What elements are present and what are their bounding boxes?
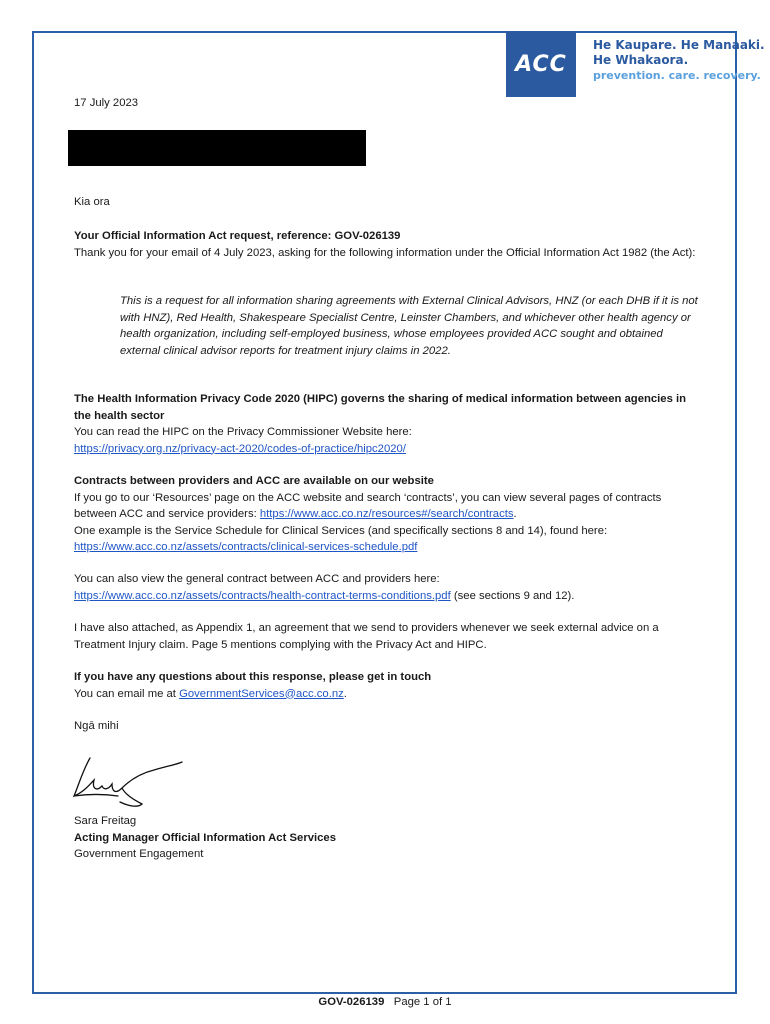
contracts-section (74, 473, 699, 556)
email-prefix: You can email me at (74, 687, 180, 700)
general-contract-link[interactable]: https://www.acc.co.nz/assets/contracts/health-contract-terms-conditions.pdf (74, 589, 451, 602)
hipc-heading: The Health Information Privacy Code 2020 (HIPC) governs the sharing of medical information between agencies in the health sector (74, 393, 687, 422)
redaction-block (68, 130, 366, 166)
signature-block (74, 813, 699, 863)
acc-logo (506, 31, 576, 97)
request-quote: This is a request for all information sharing agreements with External Clinical Advisors, HNZ (or each DHB if it is not with HNZ), Red Health, Shakespeare Specialist Centre, Leinster Chambers, and whichever other health agency or health organization, including self-employed business, whose employees provided ACC sought and obtained external clinical advisor reports for treatment injury claims in 2022. (120, 295, 698, 357)
signature-image (68, 752, 188, 812)
page-footer (0, 996, 770, 1008)
contracts-link[interactable]: https://www.acc.co.nz/resources#/search/contracts (259, 508, 514, 520)
contracts-text-2: One example is the Service Schedule for Clinical Services (and specifically sections 8 and 14), found here: (74, 524, 608, 537)
questions-heading: If you have any questions about this response, please get in touch (74, 671, 432, 683)
tagline (593, 38, 765, 83)
tagline-line-1: He Kaupare. He Manaaki. (593, 38, 765, 52)
logo-text: ACC (515, 51, 567, 77)
signer-name: Sara Freitag (74, 815, 137, 827)
tagline-line-3: prevention. care. recovery. (593, 69, 761, 82)
general-text: You can also view the general contract between ACC and providers here: (74, 573, 440, 585)
general-suffix: (see sections 9 and 12). (450, 589, 575, 602)
greeting: Kia ora (74, 196, 110, 208)
request-section (74, 228, 699, 261)
general-link-line (74, 588, 699, 605)
general-contract-section (74, 571, 699, 604)
footer-reference: GOV-026139 (318, 996, 385, 1008)
hipc-section (74, 391, 699, 457)
contracts-paragraph: If you go to our ‘Resources’ page on the ACC website and search ‘contracts’, you can view several pages of contracts between ACC and service providers: https://www.acc.co.nz/resources#/search/contracts. (74, 491, 662, 520)
closing: Ngā mihi (74, 720, 119, 732)
signer-department: Government Engagement (74, 848, 204, 860)
appendix-text: I have also attached, as Appendix 1, an agreement that we send to providers whenever we seek external advice on a Treatment Injury claim. Page 5 mentions complying with the Privacy Act and HIPC. (74, 622, 659, 651)
contracts-text-1: If you go to our ‘Resources’ page on the ACC website and search ‘contracts’, you can view several pages of contracts between ACC and service providers: (74, 491, 662, 520)
hipc-text: You can read the HIPC on the Privacy Commissioner Website here: (74, 426, 412, 438)
intro-text: Thank you for your email of 4 July 2023, asking for the following information under the Official Information Act 1982 (the Act): (74, 246, 696, 259)
email-line: You can email me at GovernmentServices@acc.co.nz. (74, 687, 347, 700)
footer-page: Page 1 of 1 (393, 996, 452, 1008)
questions-section (74, 669, 699, 702)
hipc-link[interactable]: https://privacy.org.nz/privacy-act-2020/codes-of-practice/hipc2020/ (74, 442, 406, 455)
signer-title: Acting Manager Official Information Act Services (74, 831, 336, 844)
subject-heading: Your Official Information Act request, reference: GOV-026139 (74, 230, 401, 242)
contracts-heading: Contracts between providers and ACC are available on our website (74, 475, 434, 487)
clinical-schedule-link[interactable]: https://www.acc.co.nz/assets/contracts/clinical-services-schedule.pdf (74, 541, 418, 553)
appendix-section (74, 620, 699, 653)
letter-date: 17 July 2023 (74, 97, 139, 109)
email-link[interactable]: GovernmentServices@acc.co.nz (179, 687, 344, 700)
tagline-line-2: He Whakaora. (593, 53, 689, 67)
